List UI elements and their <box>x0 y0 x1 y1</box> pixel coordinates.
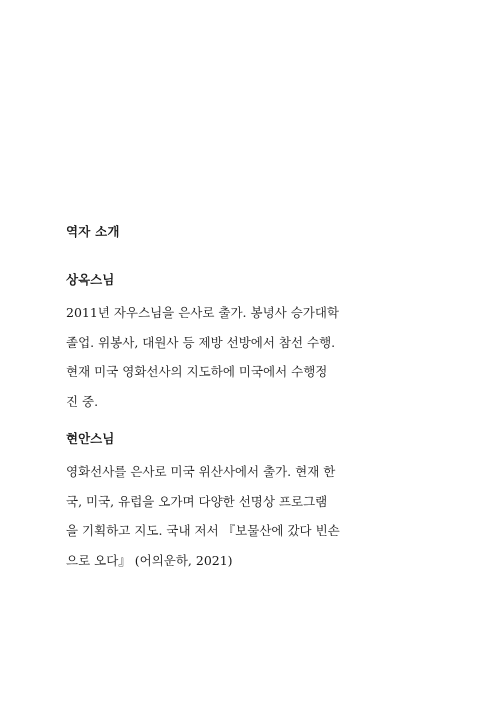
translator-name: 현안스님 <box>66 431 115 446</box>
bio-line: 진 중. <box>66 393 99 409</box>
bio-line: 국, 미국, 유럽을 오가며 다양한 선명상 프로그램 <box>66 493 328 509</box>
translator-bio-hyeonan <box>66 429 446 575</box>
section-heading-translators: 역자 소개 <box>66 224 120 239</box>
bio-line: 졸업. 위봉사, 대원사 등 제방 선방에서 참선 수행. <box>66 334 336 350</box>
translator-bio-sangok <box>66 270 446 416</box>
translator-name: 상옥스님 <box>66 272 115 287</box>
bio-line: 2011년 자우스님을 은사로 출가. 봉녕사 승가대학 <box>66 305 340 320</box>
bio-line: 을 기획하고 지도. 국내 저서 『보물산에 갔다 빈손 <box>66 523 340 538</box>
bio-line: 현재 미국 영화선사의 지도하에 미국에서 수행정 <box>66 364 328 379</box>
bio-line: 영화선사를 은사로 미국 위산사에서 출가. 현재 한 <box>66 464 336 479</box>
bio-line: 으로 오다』 (어의운하, 2021) <box>66 552 233 568</box>
